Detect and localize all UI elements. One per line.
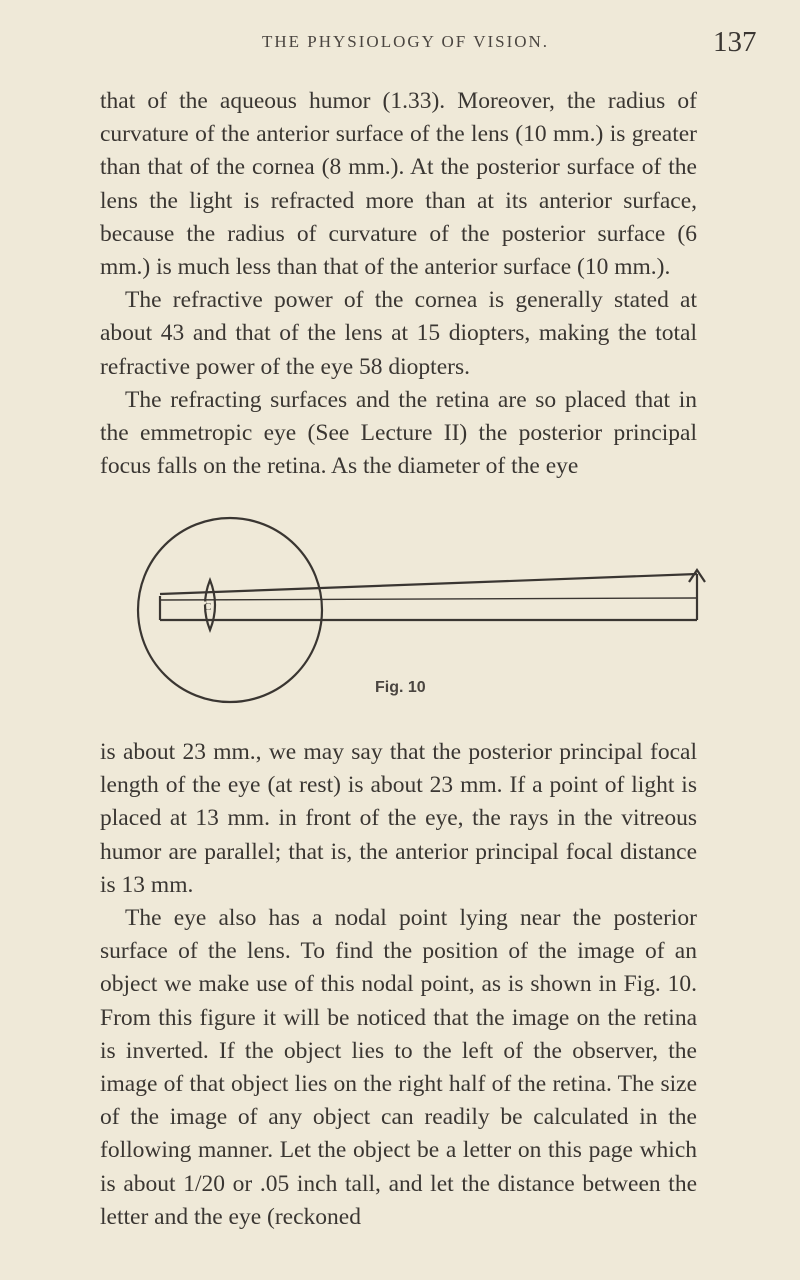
page-number: 137 (713, 26, 757, 58)
paragraph: The eye also has a nodal point lying near the posterior surface of the lens. To find the position of the image of an object we make use of this nodal point, as is shown in Fig. 10. From this figure it will be noticed that the image on the retina is inverted. If the object lies to the left of the observer, the image of that object lies on the right half of the retina. The size of the image of any object can readily be calculated in the following manner. Let the object be a letter on this page which is about 1/20 or .05 inch tall, and let the distance between the letter and the eye (reckoned (100, 905, 697, 1230)
text-block-top (100, 85, 697, 483)
ray-axis (160, 598, 697, 600)
paragraph: The refracting surfaces and the retina are so placed that in the emmetropic eye (See Lecture II) the posterior principal focus falls on the retina. As the diameter of the eye (100, 386, 697, 480)
paragraph: The refractive power of the cornea is generally stated at about 43 and that of the lens at 15 diopters, making the total refractive power of the eye 58 diopters. (100, 287, 697, 380)
running-head: THE PHYSIOLOGY OF VISION. (262, 32, 550, 51)
paragraph: that of the aqueous humor (1.33). Moreover, the radius of curvature of the anterior surface of the lens (10 mm.) is greater than that of the cornea (8 mm.). At the posterior surface of the lens the light is refracted more than at its anterior surface, because the radius of curvature of the posterior surface (6 mm.) is much less than that of the anterior surface (10 mm.). (100, 88, 697, 281)
eyeball-outline (138, 518, 322, 702)
nodal-label: C (204, 601, 212, 613)
figure-caption: Fig. 10 (375, 679, 426, 696)
text-block-bottom (100, 736, 697, 1234)
ray-upper (160, 574, 697, 594)
paragraph: is about 23 mm., we may say that the posterior principal focal length of the eye (at rest) is about 23 mm. If a point of light is placed at 13 mm. in front of the eye, the rays in the vitreous humor are parallel; that is, the anterior principal focal distance is 13 mm. (100, 739, 697, 898)
